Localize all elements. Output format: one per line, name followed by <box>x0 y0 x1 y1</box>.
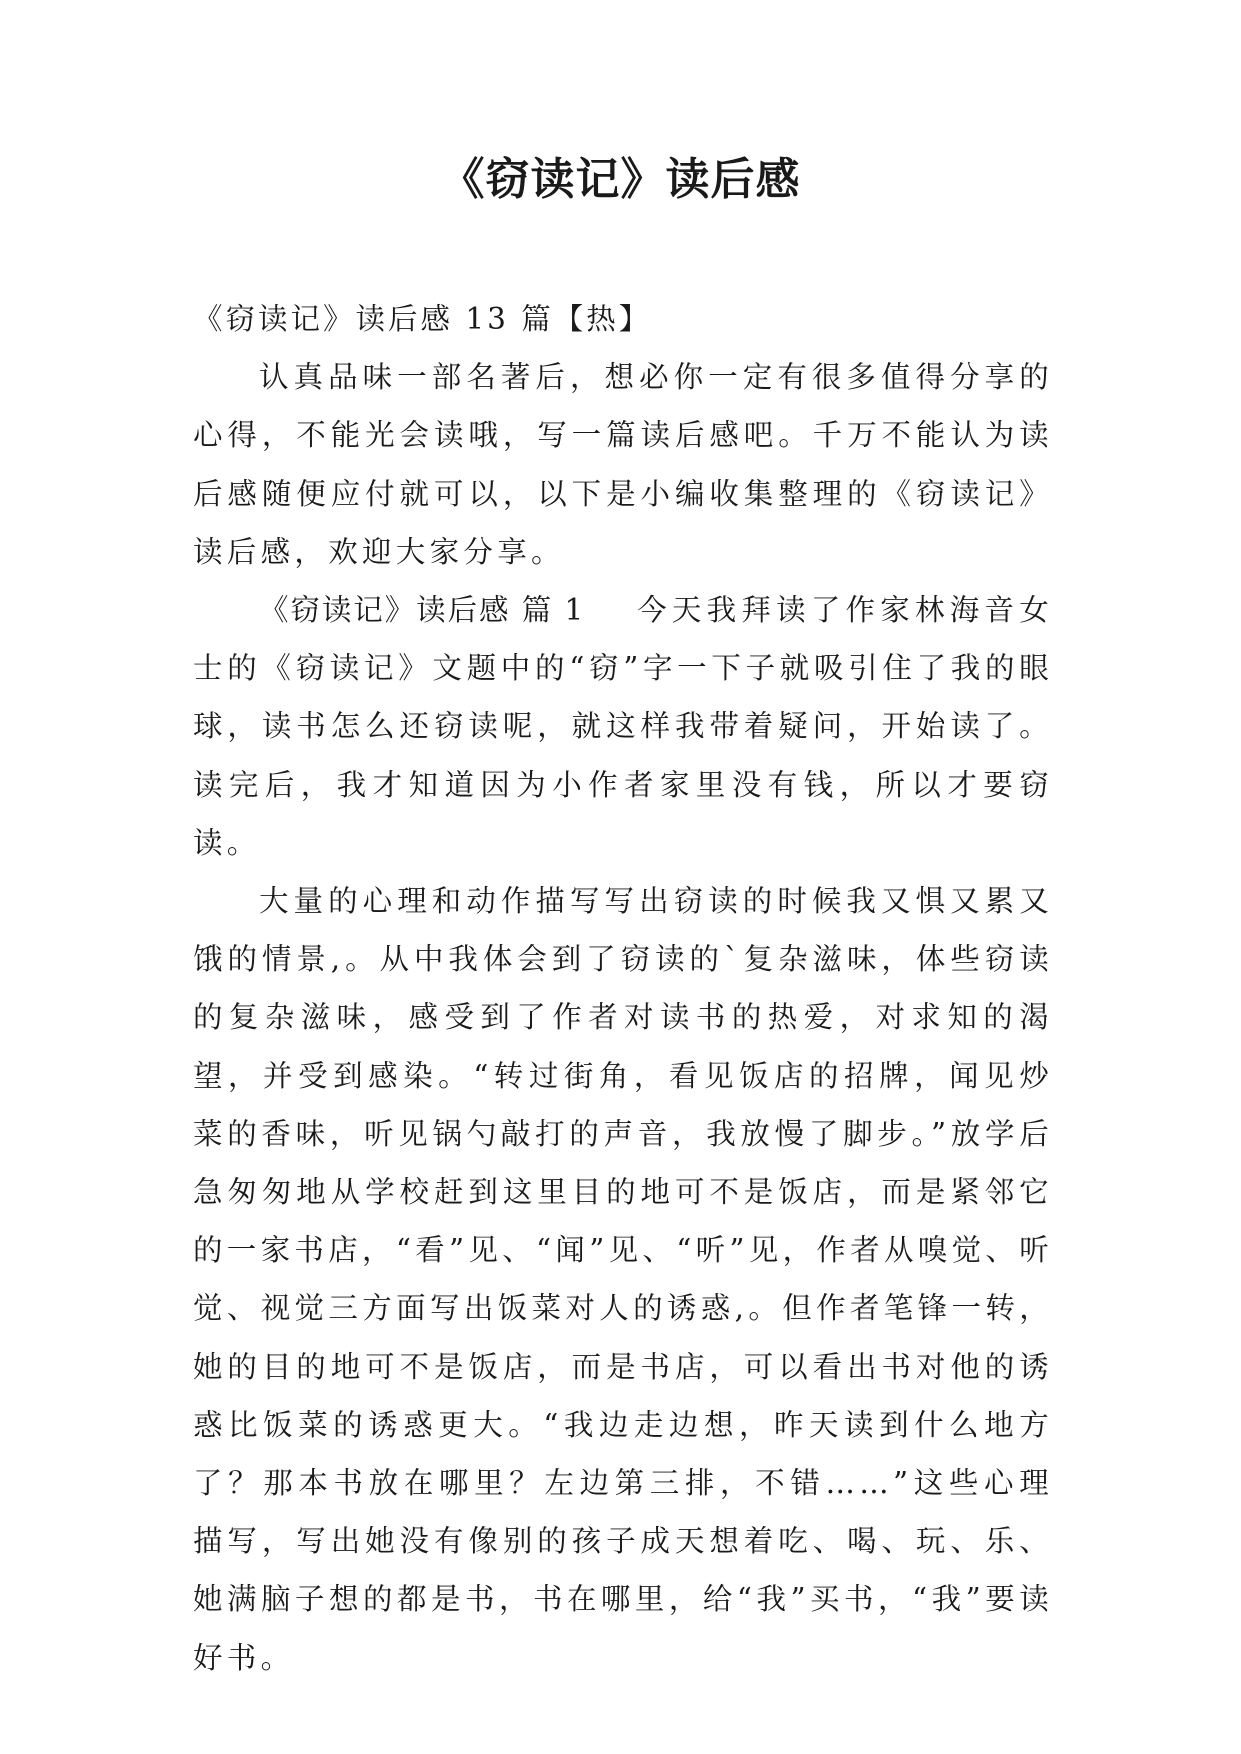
document-subtitle: 《窃读记》读后感 13 篇【热】 <box>193 302 652 336</box>
document-body <box>193 290 1053 1687</box>
part-1-paragraph-1 <box>193 581 1053 872</box>
part-1-heading: 《窃读记》读后感 篇 1 <box>259 593 585 628</box>
part-1-paragraph-1-text: 今天我拜读了作家林海音女士的《窃读记》文题中的“窃”字一下子就吸引住了我的眼球，读书怎么还窃读呢，就这样我带着疑问，开始读了。读完后，我才知道因为小作者家里没有钱，所以才要窃读。 <box>193 593 1053 860</box>
document-title: 《窃读记》读后感 <box>440 154 801 205</box>
part-1-paragraph-2: 大量的心理和动作描写写出窃读的时候我又惧又累又饿的情景,。从中我体会到了窃读的`复杂滋味，体些窃读的复杂滋味，感受到了作者对读书的热爱，对求知的渴望，并受到感染。“转过街角，看见饭店的招牌，闻见炒菜的香味，听见锅勺敲打的声音，我放慢了脚步。”放学后急匆匆地从学校赶到这里目的地可不是饭店，而是紧邻它的一家书店，“看”见、“闻”见、“听”见，作者从嗅觉、听觉、视觉三方面写出饭菜对人的诱惑,。但作者笔锋一转，她的目的地可不是饭店，而是书店，可以看出书对他的诱惑比饭菜的诱惑更大。“我边走边想，昨天读到什么地方了？那本书放在哪里？左边第三排，不错……”这些心理描写，写出她没有像别的孩子成天想着吃、喝、玩、乐、她满脑子想的都是书，书在哪里，给“我”买书，“我”要读好书。 <box>193 884 1053 1675</box>
intro-paragraph: 认真品味一部名著后，想必你一定有很多值得分享的心得，不能光会读哦，写一篇读后感吧。千万不能认为读后感随便应付就可以，以下是小编收集整理的《窃读记》读后感，欢迎大家分享。 <box>193 360 1053 569</box>
